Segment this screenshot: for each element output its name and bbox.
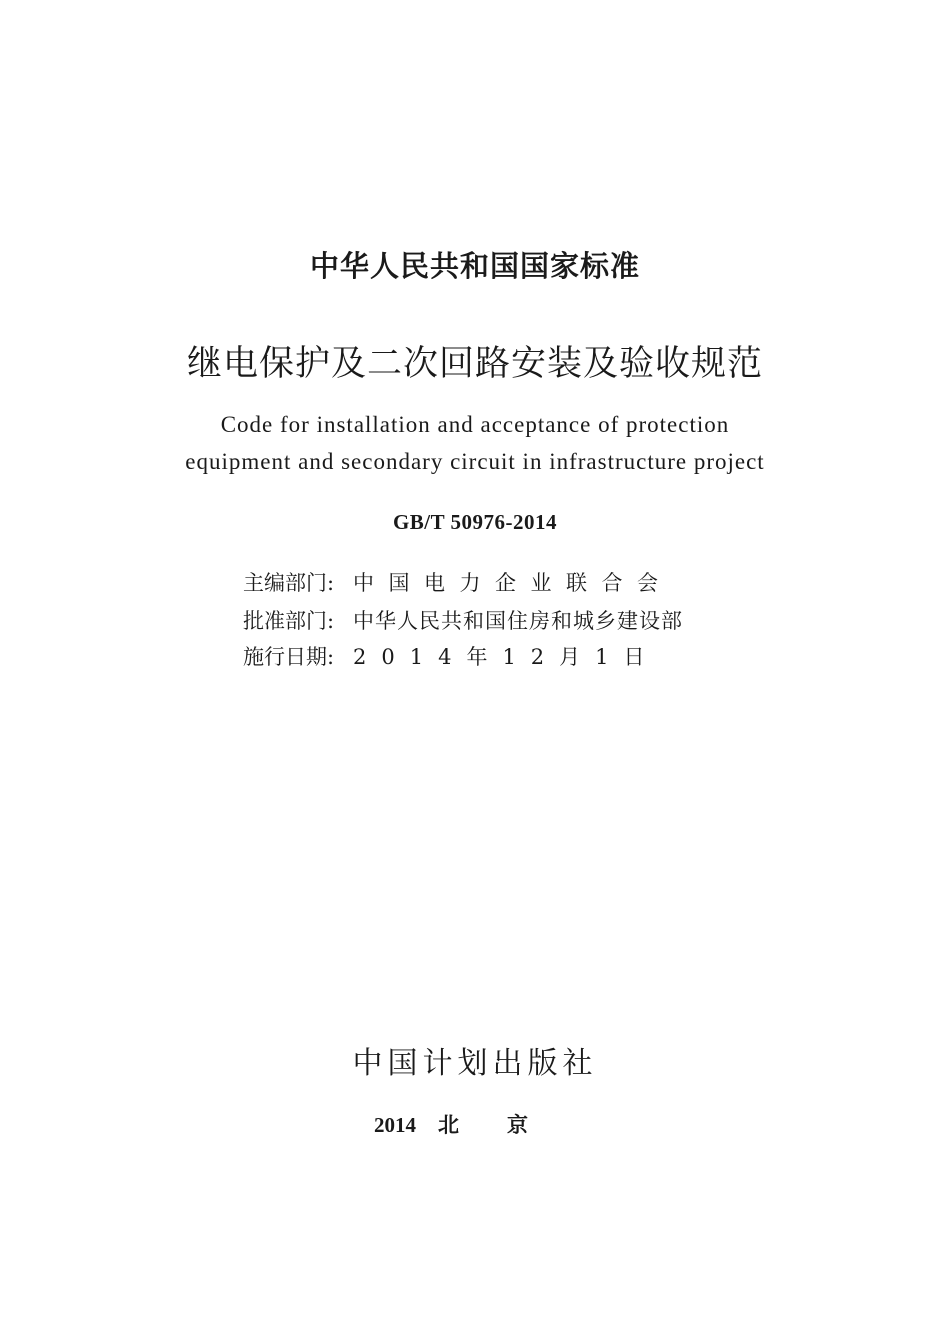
imprint-city: 北京 bbox=[438, 1112, 576, 1137]
editor-label: 主编部门: bbox=[243, 571, 335, 595]
approver-row bbox=[243, 606, 713, 636]
effective-date-label: 施行日期: bbox=[243, 645, 335, 669]
editor-value: 中国电力企业联合会 bbox=[353, 571, 673, 595]
approver-label: 批准部门: bbox=[243, 609, 335, 633]
effective-date-row bbox=[243, 642, 713, 672]
imprint-year: 2014 bbox=[374, 1113, 416, 1137]
standard-series-heading: 中华人民共和国国家标准 bbox=[309, 249, 640, 283]
publisher-name: 中国计划出版社 bbox=[352, 1046, 598, 1081]
editor-row bbox=[243, 568, 713, 598]
effective-date-value: 2014年12月1日 bbox=[353, 645, 660, 669]
document-title-english-line-1: Code for installation and acceptance of protection bbox=[220, 412, 730, 437]
approver-value: 中华人民共和国住房和城乡建设部 bbox=[353, 609, 683, 633]
document-title-english-line-2: equipment and secondary circuit in infrastructure project bbox=[185, 449, 765, 474]
imprint-line bbox=[0, 1109, 950, 1139]
document-title-chinese: 继电保护及二次回路安装及验收规范 bbox=[186, 344, 763, 384]
standard-code: GB/T 50976-2014 bbox=[392, 510, 558, 534]
